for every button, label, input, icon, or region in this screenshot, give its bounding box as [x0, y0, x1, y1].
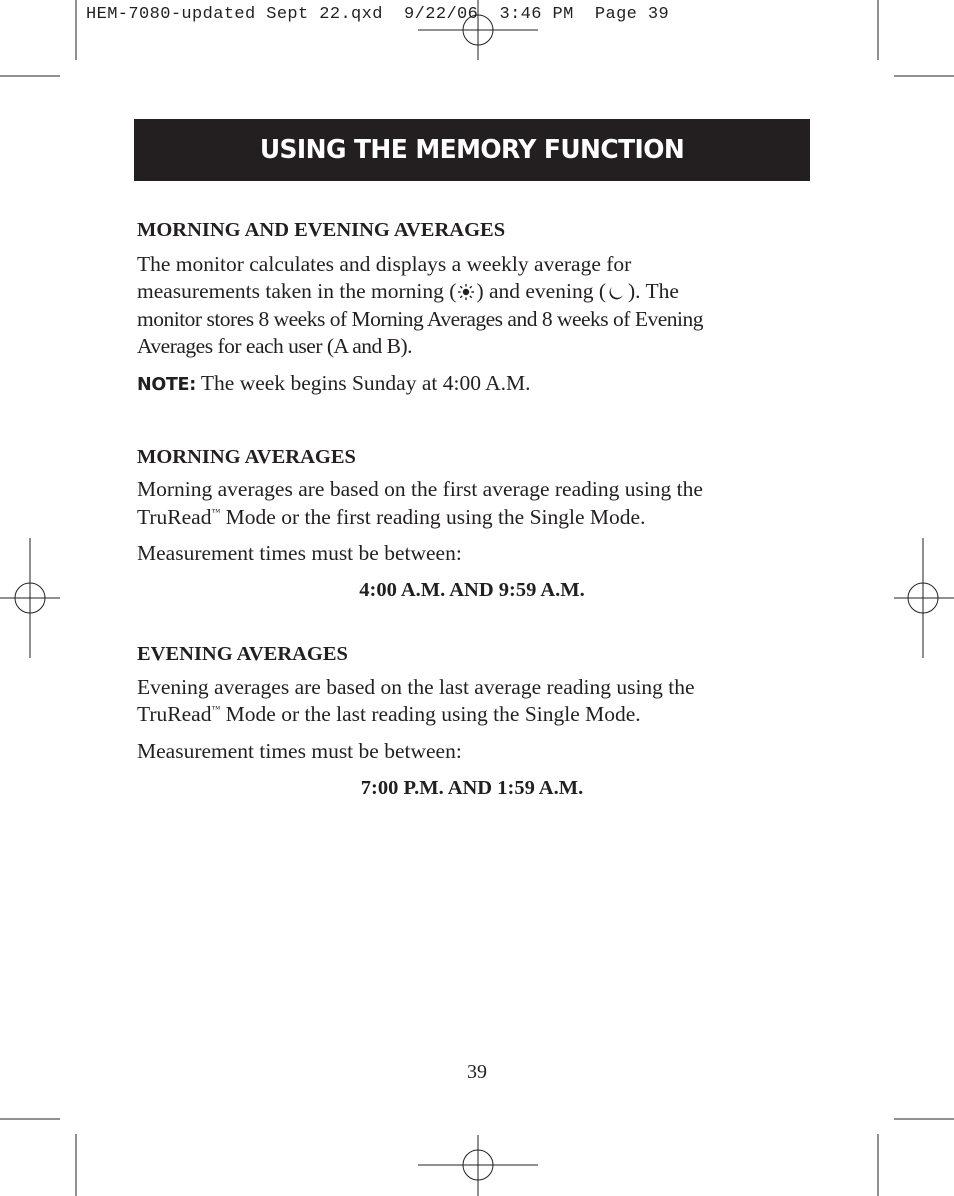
body-line: The monitor calculates and displays a weekly average for [137, 252, 632, 276]
body-line: Evening averages are based on the last average reading using the [137, 675, 695, 699]
registration-mark-right [894, 538, 954, 658]
body-line: monitor stores 8 weeks of Morning Averages and 8 weeks of Evening [137, 307, 703, 331]
body-line: TruRead™ Mode or the last reading using the Single Mode. [137, 702, 641, 726]
section-heading-morning-evening: MORNING AND EVENING AVERAGES [137, 219, 506, 241]
note-label: NOTE: [137, 375, 196, 395]
sun-icon [458, 283, 474, 301]
morning-time-range: 4:00 A.M. AND 9:59 A.M. [359, 579, 585, 601]
body-line: Averages for each user (A and B). [137, 334, 413, 358]
evening-time-range: 7:00 P.M. AND 1:59 A.M. [360, 777, 584, 799]
times-intro: Measurement times must be between: [137, 739, 462, 763]
body-line: TruRead™ Mode or the first reading using the Single Mode. [137, 505, 646, 529]
section-heading-morning: MORNING AVERAGES [137, 446, 356, 468]
page-number: 39 [467, 1061, 487, 1083]
registration-mark-bottom [418, 1135, 538, 1196]
body-line: Morning averages are based on the first average reading using the [137, 477, 703, 501]
section-heading-evening: EVENING AVERAGES [137, 643, 348, 665]
note-text: The week begins Sunday at 4:00 A.M. [195, 371, 531, 395]
body-line: measurements taken in the morning ( ) and evening ( ). The [137, 279, 679, 303]
registration-mark-top [418, 0, 538, 60]
title-banner [134, 119, 810, 181]
moon-icon [608, 283, 626, 301]
registration-mark-left [0, 538, 60, 658]
trademark-symbol: ™ [211, 704, 221, 714]
page-title: USING THE MEMORY FUNCTION [259, 135, 685, 165]
print-slug: HEM-7080-updated Sept 22.qxd 9/22/06 3:46 PM Page 39 [86, 5, 670, 24]
note [137, 371, 531, 396]
times-intro: Measurement times must be between: [137, 541, 462, 565]
trademark-symbol: ™ [211, 507, 221, 517]
